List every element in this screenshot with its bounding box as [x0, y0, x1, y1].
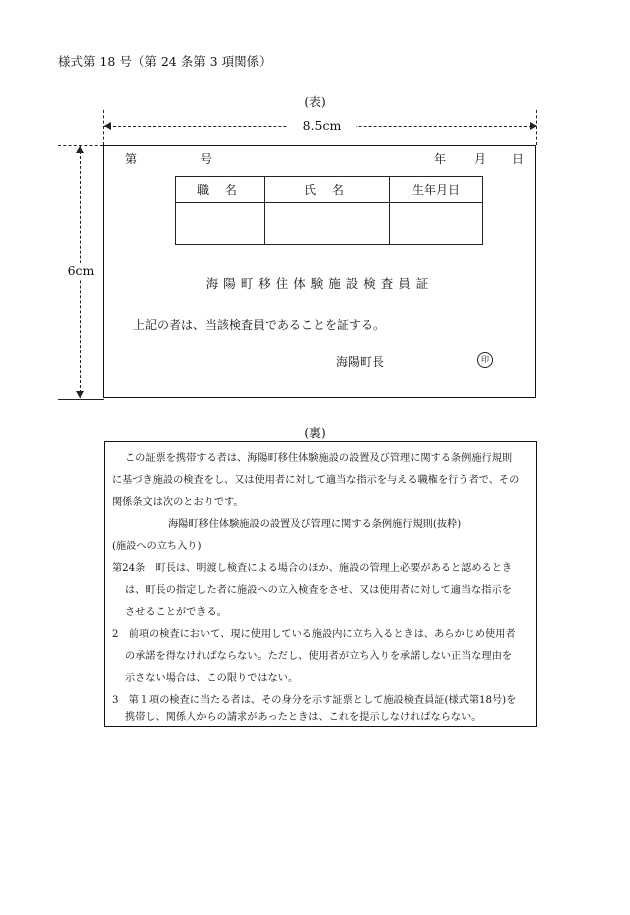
clause2-line-1: 2 前項の検査において、現に使用している施設内に立ち入るときは、あらかじめ使用者 [112, 629, 516, 640]
arrow-left-icon [104, 122, 111, 130]
arrow-down-icon [76, 391, 84, 398]
card-title: 海陽町移住体験施設検査員証 [205, 276, 434, 291]
inspector-info-table [175, 176, 483, 245]
clause2-line-2: の承諾を得なければならない。ただし、使用者が立ち入りを承諾しない正当な理由を [125, 651, 513, 662]
height-dimension-label: 6cm [67, 263, 95, 278]
section-heading: (施設への立ち入り) [112, 541, 202, 552]
arrow-up-icon [76, 146, 84, 153]
back-side-label: (裏) [304, 426, 326, 440]
issuer-name: 海陽町長 [336, 355, 385, 369]
width-dimension-label: 8.5cm [302, 118, 342, 133]
table-cell-name [265, 203, 390, 245]
arrow-right-icon [530, 122, 537, 130]
article-line-1: 第24条 町長は、明渡し検査による場合のほか、施設の管理上必要があると認めるとき [112, 563, 513, 574]
date-month: 月 [474, 152, 487, 166]
front-side-label: (表) [304, 95, 326, 109]
intro-line-1: この証票を携帯する者は、海陽町移住体験施設の設置及び管理に関する条例施行規則 [125, 453, 513, 464]
rules-title: 海陽町移住体験施設の設置及び管理に関する条例施行規則(抜粋) [168, 519, 462, 530]
certification-text: 上記の者は、当該検査員であることを証する。 [133, 318, 386, 332]
clause2-line-3: 示さない場合は、この限りではない。 [125, 673, 299, 684]
date-day: 日 [512, 152, 525, 166]
table-header-birthdate: 生年月日 [390, 177, 483, 203]
number-suffix: 号 [200, 152, 213, 166]
height-tick-bottom [58, 399, 104, 400]
table-header-position: 職 名 [176, 177, 265, 203]
table-cell-birthdate [390, 203, 483, 245]
article-line-3: させることができる。 [125, 607, 227, 618]
intro-line-2: に基づき施設の検査をし、又は使用者に対して適当な指示を与える職権を行う者で、その [112, 475, 520, 486]
date-year: 年 [434, 152, 447, 166]
seal-icon: 印 [477, 352, 493, 368]
clause3-line-1: 3 第１項の検査に当たる者は、その身分を示す証票として施設検査員証(様式第18号)を [112, 695, 517, 706]
article-line-2: は、町長の指定した者に施設への立入検査をさせ、又は使用者に対して適当な指示を [125, 585, 512, 596]
table-header-name: 氏 名 [265, 177, 390, 203]
intro-line-3: 関係条文は次のとおりです。 [112, 497, 244, 508]
table-cell-position [176, 203, 265, 245]
form-number: 様式第 18 号（第 24 条第 3 項関係） [58, 54, 272, 69]
number-label: 第 [125, 152, 138, 166]
clause3-line-2: 携帯し、関係人からの請求があったときは、これを提示しなければならない。 [125, 712, 482, 723]
